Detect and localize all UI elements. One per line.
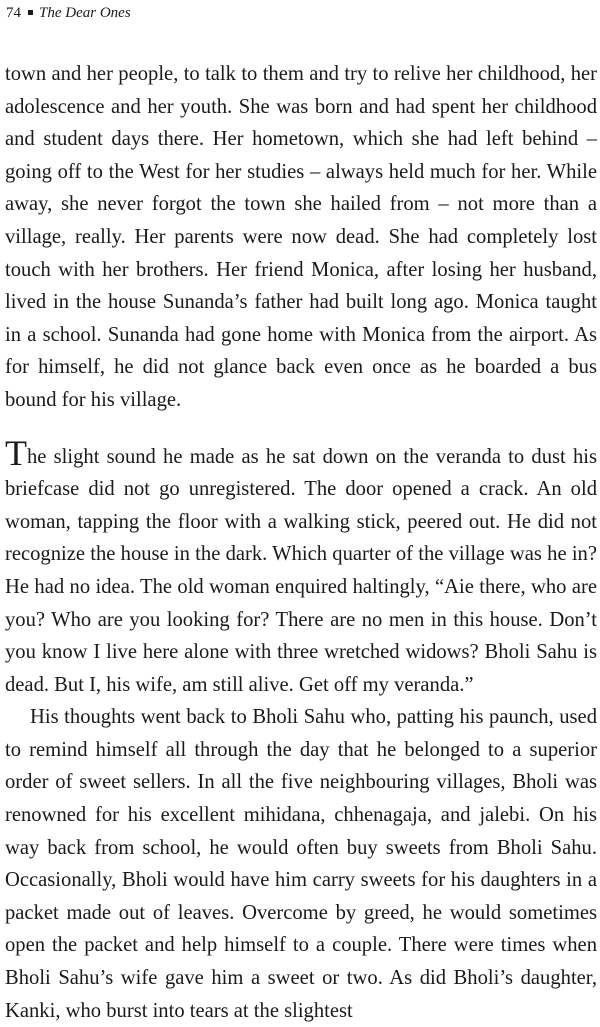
bullet-separator-icon — [28, 10, 33, 15]
body-text — [5, 58, 597, 1027]
paragraph-2-text: he slight sound he made as he sat down on the veranda to dust his briefcase did not go unregistered. The door opened a crack. An old woman, tapping the floor with a walking stick, peered out. He did not recognize the house in the dark. Which quarter of the village was he in? He had no idea. The old woman enquired haltingly, “Aie there, who are you? Who are you looking for? There are no men in this house. Don’t you know I live here alone with three wretched widows? Bholi Sahu is dead. But I, his wife, am still alive. Get off my veranda.” — [5, 445, 597, 696]
paragraph-1: town and her people, to talk to them and try to relive her childhood, her adolescence and her youth. She was born and had spent her childhood and student days there. Her hometown, which she had left behind – going off to the West for her studies – always held much for her. While away, she never forgot the town she hailed from – not more than a village, really. Her parents were now dead. She had completely lost touch with her brothers. Her friend Monica, after losing her husband, lived in the house Sunanda’s father had built long ago. Monica taught in a school. Sunanda had gone home with Monica from the airport. As for himself, he did not glance back even once as he boarded a bus bound for his village. — [5, 63, 597, 411]
book-title: The Dear Ones — [39, 5, 131, 21]
paragraph-3: His thoughts went back to Bholi Sahu who, patting his paunch, used to remind himself all through the day that he belonged to a superior order of sweet sellers. In all the five neighbouring villages, Bholi was renowned for his excellent mihidana, chhenagaja, and jalebi. On his way back from school, he would often buy sweets from Bholi Sahu. Occasionally, Bholi would have him carry sweets for his daughters in a packet made out of leaves. Overcome by greed, he would sometimes open the packet and help himself to a couple. There were times when Bholi Sahu’s wife gave him a sweet or two. As did Bholi’s daughter, Kanki, who burst into tears at the slightest — [5, 706, 597, 1022]
paragraph-2 — [5, 432, 597, 702]
drop-cap: T — [5, 432, 27, 473]
running-head — [6, 2, 131, 24]
page-number: 74 — [6, 5, 21, 21]
